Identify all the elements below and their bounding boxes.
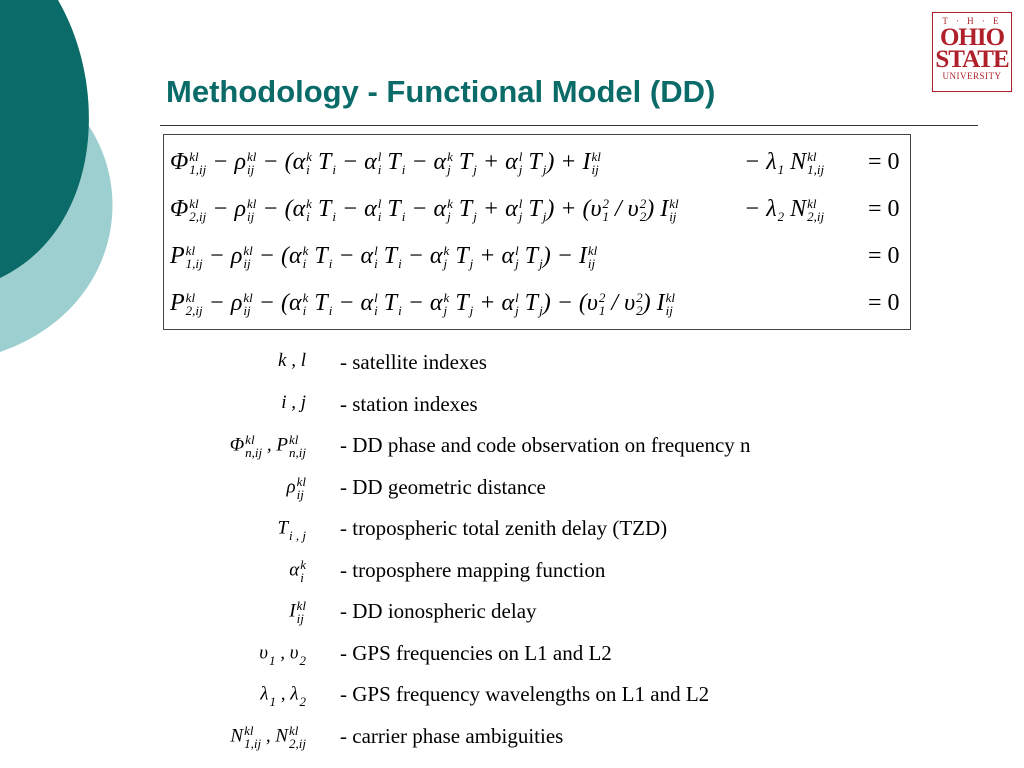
definition-text: - GPS frequencies on L1 and L2 [340, 640, 612, 665]
equation-lhs: P kl 1,ij − ρ kl ij − (α k i T i − α l i T i − α k j T j + α l j T j ) − I kl ij [170, 243, 598, 272]
equation-rhs: = 0 [868, 290, 900, 316]
definition-row [0, 639, 1024, 675]
definition-row [0, 473, 1024, 509]
definition-text: - station indexes [340, 391, 478, 416]
logo-state: STATE [935, 46, 1009, 73]
definition-row [0, 680, 1024, 716]
equation-row [170, 282, 904, 330]
definition-text: - DD ionospheric delay [340, 599, 537, 623]
equation-rhs: = 0 [868, 149, 900, 175]
slide-title: Methodology - Functional Model (DD) [166, 74, 716, 109]
definition-symbol: T i , j [277, 517, 306, 543]
definition-row [0, 597, 1024, 633]
ohio-state-logo [932, 12, 1012, 92]
definition-text: - GPS frequency wavelengths on L1 and L2 [340, 682, 710, 706]
definition-symbol: υ 1 , υ 2 [259, 641, 306, 668]
definition-row [0, 514, 1024, 550]
definition-symbol: α k i [289, 556, 306, 585]
equation-lhs: Φ kl 2,ij − ρ kl ij − (α k i T i − α l i T i − α k j T j + α l j T j ) + (υ 2 1 / υ 2 2 ) I kl ij [170, 196, 679, 225]
definition-row [0, 348, 1024, 384]
equation-row [170, 188, 904, 236]
definition-row [0, 431, 1024, 467]
equation-mid: − λ 2 N kl 2,ij [744, 196, 825, 225]
logo-the: T · H · E [942, 16, 1002, 26]
definition-symbol: I kl ij [289, 598, 306, 626]
definition-row [0, 722, 1024, 758]
definition-symbol: N kl 1,ij , N kl 2,ij [230, 722, 306, 751]
definition-row [0, 556, 1024, 592]
definition-text: - satellite indexes [340, 350, 487, 374]
definition-text: - DD geometric distance [340, 474, 546, 499]
definition-symbol: k , l [278, 350, 306, 371]
definition-symbol: i , j [281, 391, 306, 413]
definition-symbol: λ 1 , λ 2 [260, 683, 306, 709]
definition-text: - tropospheric total zenith delay (TZD) [340, 516, 668, 540]
definition-text: - troposphere mapping function [340, 557, 606, 582]
equation-mid: − λ 1 N kl 1,ij [744, 149, 825, 178]
equation-row [170, 235, 904, 283]
equation-row [170, 141, 904, 189]
definition-symbol: ρ kl ij [286, 473, 306, 502]
definition-symbol: Φ kl n,ij , P kl n,ij [229, 432, 306, 460]
equation-lhs: P kl 2,ij − ρ kl ij − (α k i T i − α l i T i − α k j T j + α l j T j ) − (υ 2 1 / υ 2 2 ) I kl ij [170, 290, 675, 319]
logo-ohio: OHIO [939, 24, 1005, 51]
definition-text: - carrier phase ambiguities [340, 723, 564, 748]
logo-university: UNIVERSITY [942, 71, 1002, 81]
equation-box [163, 134, 911, 330]
title-divider [160, 125, 978, 126]
equation-lhs: Φ kl 1,ij − ρ kl ij − (α k i T i − α l i T i − α k j T j + α l j T j ) + I kl ij [170, 149, 601, 178]
equation-rhs: = 0 [868, 196, 900, 222]
equation-rhs: = 0 [868, 243, 900, 269]
definition-text: - DD phase and code observation on frequency n [340, 433, 751, 457]
decorative-side-shapes [0, 0, 120, 360]
definition-row [0, 390, 1024, 426]
